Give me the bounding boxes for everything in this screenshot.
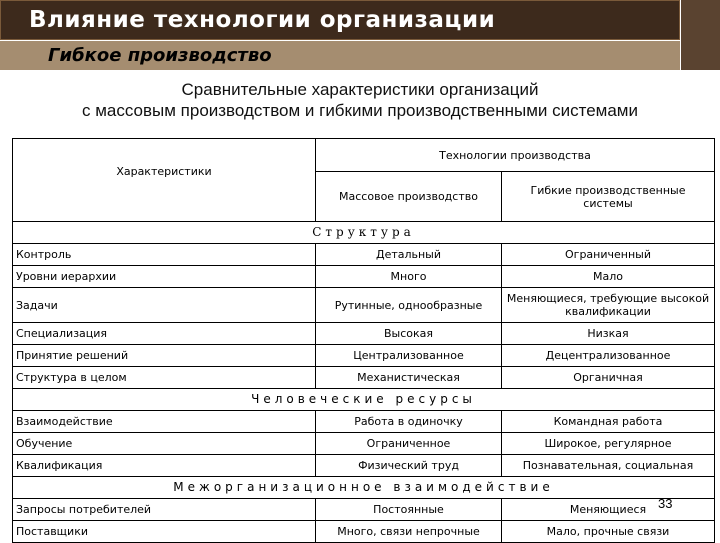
row-label: Структура в целом bbox=[13, 367, 316, 389]
row-label: Квалификация bbox=[13, 455, 316, 477]
comparison-table bbox=[12, 138, 715, 543]
cell-mass: Физический труд bbox=[316, 455, 502, 477]
section-row bbox=[13, 389, 715, 411]
header-characteristics: Характеристики bbox=[13, 139, 316, 222]
section-row bbox=[13, 222, 715, 244]
slide-subtitle: Гибкое производство bbox=[48, 45, 272, 66]
table-row bbox=[13, 288, 715, 323]
subtitle-bar bbox=[0, 41, 680, 70]
cell-flexible: Низкая bbox=[502, 323, 715, 345]
row-label: Принятие решений bbox=[13, 345, 316, 367]
header-flexible-systems: Гибкие производственные системы bbox=[502, 172, 715, 222]
table-row bbox=[13, 455, 715, 477]
decorative-strip bbox=[681, 0, 720, 70]
cell-flexible: Меняющиеся bbox=[502, 499, 715, 521]
cell-mass: Детальный bbox=[316, 244, 502, 266]
row-label: Запросы потребителей bbox=[13, 499, 316, 521]
table-row bbox=[13, 521, 715, 543]
row-label: Специализация bbox=[13, 323, 316, 345]
cell-flexible: Органичная bbox=[502, 367, 715, 389]
table-row bbox=[13, 499, 715, 521]
cell-mass: Централизованное bbox=[316, 345, 502, 367]
table-row bbox=[13, 323, 715, 345]
table-row bbox=[13, 244, 715, 266]
cell-flexible: Широкое, регулярное bbox=[502, 433, 715, 455]
cell-mass: Работа в одиночку bbox=[316, 411, 502, 433]
row-label: Поставщики bbox=[13, 521, 316, 543]
section-title-structure: Структура bbox=[13, 222, 715, 244]
cell-flexible: Познавательная, социальная bbox=[502, 455, 715, 477]
cell-mass: Много, связи непрочные bbox=[316, 521, 502, 543]
slide-title: Влияние технологии организации bbox=[29, 7, 496, 33]
page-number: 33 bbox=[658, 496, 673, 511]
table-row bbox=[13, 433, 715, 455]
cell-flexible: Мало, прочные связи bbox=[502, 521, 715, 543]
table-header-row bbox=[13, 139, 715, 172]
row-label: Контроль bbox=[13, 244, 316, 266]
row-label: Обучение bbox=[13, 433, 316, 455]
header-technologies: Технологии производства bbox=[316, 139, 715, 172]
cell-flexible: Децентрализованное bbox=[502, 345, 715, 367]
table-row bbox=[13, 367, 715, 389]
table-heading-line2: с массовым производством и гибкими производственными системами bbox=[81, 101, 638, 120]
cell-mass: Много bbox=[316, 266, 502, 288]
table-row bbox=[13, 266, 715, 288]
title-bar bbox=[0, 0, 680, 40]
section-title-interorganizational: Межорганизационное взаимодействие bbox=[13, 477, 715, 499]
cell-flexible: Командная работа bbox=[502, 411, 715, 433]
cell-flexible: Меняющиеся, требующие высокой квалификации bbox=[502, 288, 715, 323]
cell-flexible: Мало bbox=[502, 266, 715, 288]
cell-mass: Высокая bbox=[316, 323, 502, 345]
cell-mass: Постоянные bbox=[316, 499, 502, 521]
section-row bbox=[13, 477, 715, 499]
header-mass-production: Массовое производство bbox=[316, 172, 502, 222]
table-row bbox=[13, 345, 715, 367]
row-label: Уровни иерархии bbox=[13, 266, 316, 288]
table-row bbox=[13, 411, 715, 433]
section-title-human-resources: Человеческие ресурсы bbox=[13, 389, 715, 411]
cell-mass: Ограниченное bbox=[316, 433, 502, 455]
cell-mass: Рутинные, однообразные bbox=[316, 288, 502, 323]
cell-flexible: Ограниченный bbox=[502, 244, 715, 266]
row-label: Задачи bbox=[13, 288, 316, 323]
row-label: Взаимодействие bbox=[13, 411, 316, 433]
cell-mass: Механистическая bbox=[316, 367, 502, 389]
table-heading-line1: Сравнительные характеристики организаций bbox=[181, 80, 539, 99]
